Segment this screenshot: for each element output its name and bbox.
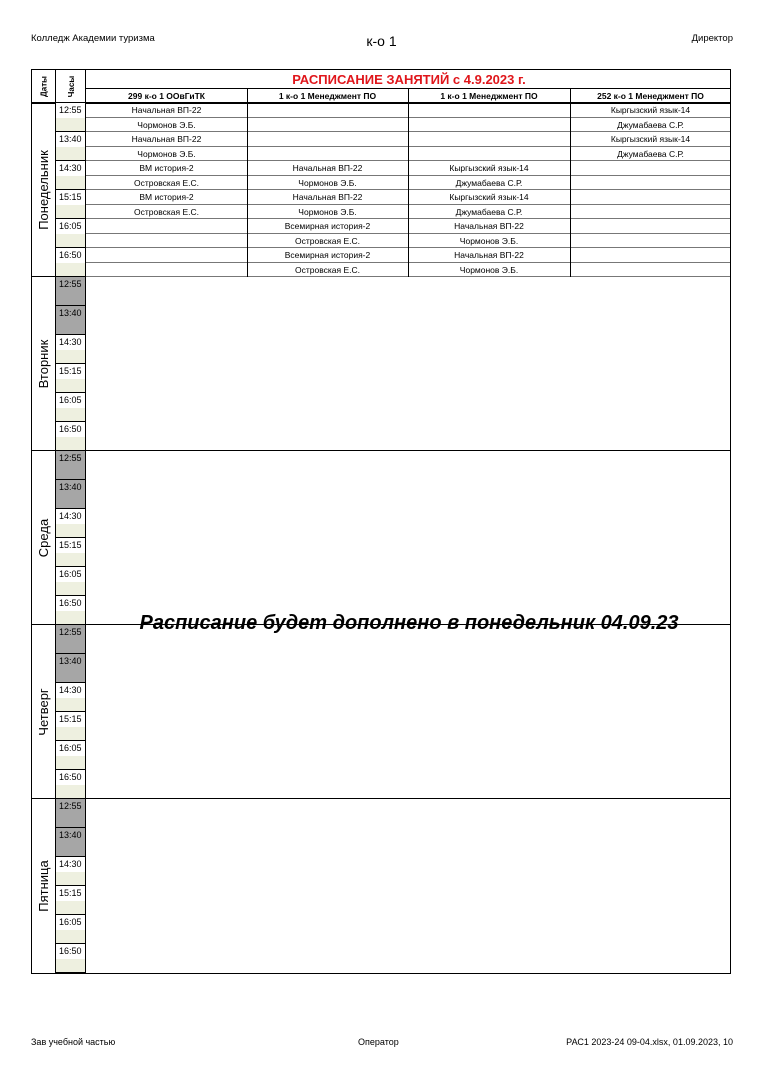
time-slot-lower bbox=[56, 495, 86, 510]
time-slot: 14:30 bbox=[56, 335, 86, 350]
time-slot: 15:15 bbox=[56, 364, 86, 379]
operator-label: Оператор bbox=[358, 1037, 399, 1047]
time-slot-lower bbox=[56, 553, 86, 568]
time-slot-lower bbox=[56, 727, 86, 742]
group-column-divider bbox=[247, 88, 248, 277]
lesson-cell: Всемирная история-2 bbox=[284, 250, 371, 260]
file-info: РАС1 2023-24 09-04.xlsx, 01.09.2023, 10 bbox=[566, 1037, 733, 1047]
group-column-divider bbox=[570, 88, 571, 277]
time-slot: 12:55 bbox=[56, 103, 86, 118]
lesson-cell bbox=[408, 118, 570, 132]
time-slot-lower bbox=[56, 524, 86, 539]
lesson-cell: Чормонов Э.Б. bbox=[459, 235, 519, 246]
lesson-cell: Джумабаева С.Р. bbox=[617, 119, 684, 130]
time-slot-lower bbox=[56, 872, 86, 887]
time-slot: 15:15 bbox=[56, 190, 86, 205]
time-slot-lower bbox=[56, 756, 86, 771]
lesson-cell bbox=[570, 219, 731, 233]
lesson-cell: Джумабаева С.Р. bbox=[617, 148, 684, 159]
lesson-cell bbox=[408, 132, 570, 146]
time-slot: 16:05 bbox=[56, 567, 86, 582]
lesson-cell bbox=[247, 118, 408, 132]
lesson-cell bbox=[570, 176, 731, 190]
lesson-cell: Всемирная история-2 bbox=[284, 221, 371, 231]
time-slot: 15:15 bbox=[56, 538, 86, 553]
day-label: Пятница bbox=[36, 860, 51, 912]
lesson-cell: ВМ история-2 bbox=[139, 163, 194, 173]
lesson-cell: Кыргызский язык-14 bbox=[449, 192, 529, 202]
time-slot: 14:30 bbox=[56, 509, 86, 524]
time-slot-lower bbox=[56, 292, 86, 307]
time-slot-lower bbox=[56, 901, 86, 916]
lesson-cell: Островская Е.С. bbox=[133, 177, 199, 188]
time-slot-divider bbox=[56, 972, 86, 973]
lesson-cell bbox=[247, 147, 408, 161]
time-slot: 12:55 bbox=[56, 799, 86, 814]
lesson-cell: ВМ история-2 bbox=[139, 192, 194, 202]
time-slot-lower bbox=[56, 205, 86, 220]
lesson-cell: Кыргызский язык-14 bbox=[610, 134, 691, 144]
time-slot-lower bbox=[56, 640, 86, 655]
time-slot-lower bbox=[56, 814, 86, 829]
day-label: Четверг bbox=[36, 688, 51, 736]
lesson-cell: Кыргызский язык-14 bbox=[449, 163, 529, 173]
lesson-cell bbox=[247, 132, 408, 146]
time-slot: 13:40 bbox=[56, 480, 86, 495]
lesson-cell bbox=[408, 103, 570, 117]
lesson-cell: Островская Е.С. bbox=[294, 235, 360, 246]
time-slot-lower bbox=[56, 176, 86, 191]
time-slot: 15:15 bbox=[56, 886, 86, 901]
time-slot-lower bbox=[56, 669, 86, 684]
lesson-cell bbox=[408, 147, 570, 161]
time-slot: 16:50 bbox=[56, 248, 86, 263]
time-slot: 16:50 bbox=[56, 944, 86, 959]
lesson-cell: Чормонов Э.Б. bbox=[298, 206, 357, 217]
time-slot-lower bbox=[56, 466, 86, 481]
lesson-cell bbox=[570, 190, 731, 204]
lesson-cell: Начальная ВП-22 bbox=[131, 105, 202, 115]
deputy-label: Зав учебной частью bbox=[31, 1037, 116, 1047]
hours-column-header: Часы bbox=[67, 75, 76, 98]
lesson-cell bbox=[247, 103, 408, 117]
group-header-3: 1 к-о 1 Менеджмент ПО bbox=[440, 91, 538, 101]
time-slot: 12:55 bbox=[56, 277, 86, 292]
lesson-cell: Начальная ВП-22 bbox=[292, 192, 363, 202]
time-slot: 16:05 bbox=[56, 219, 86, 234]
day-divider bbox=[32, 798, 730, 799]
time-slot: 16:50 bbox=[56, 770, 86, 785]
time-slot-lower bbox=[56, 698, 86, 713]
lesson-cell: Чормонов Э.Б. bbox=[459, 264, 519, 275]
lesson-cell: Джумабаева С.Р. bbox=[455, 206, 523, 217]
lesson-cell: Островская Е.С. bbox=[294, 264, 360, 275]
lesson-cell: Чормонов Э.Б. bbox=[137, 148, 196, 159]
time-slot-lower bbox=[56, 263, 86, 278]
time-slot: 14:30 bbox=[56, 161, 86, 176]
time-slot-lower bbox=[56, 785, 86, 800]
day-divider bbox=[32, 450, 730, 451]
lesson-cell: Кыргызский язык-14 bbox=[610, 105, 691, 115]
group-header-4: 252 к-о 1 Менеджмент ПО bbox=[597, 91, 704, 101]
time-slot-lower bbox=[56, 379, 86, 394]
lesson-cell: Островская Е.С. bbox=[133, 206, 199, 217]
lesson-cell: Чормонов Э.Б. bbox=[137, 119, 196, 130]
schedule-title: РАСПИСАНИЕ ЗАНЯТИЙ с 4.9.2023 г. bbox=[292, 72, 526, 87]
lesson-cell bbox=[86, 248, 247, 262]
time-slot: 16:05 bbox=[56, 741, 86, 756]
lesson-cell bbox=[570, 248, 731, 262]
lesson-cell bbox=[86, 263, 247, 277]
time-slot-lower bbox=[56, 408, 86, 423]
time-slot-lower bbox=[56, 930, 86, 945]
day-label: Понедельник bbox=[36, 150, 51, 230]
time-slot: 16:50 bbox=[56, 596, 86, 611]
lesson-cell: Начальная ВП-22 bbox=[454, 221, 524, 231]
time-slot-lower bbox=[56, 843, 86, 858]
time-slot-lower bbox=[56, 959, 86, 974]
time-slot: 13:40 bbox=[56, 132, 86, 147]
schedule-notice: Расписание будет дополнено в понедельник 04.09.23 bbox=[139, 612, 679, 634]
group-header-1: 299 к-о 1 ООвГиТК bbox=[128, 91, 205, 101]
lesson-cell bbox=[570, 263, 731, 277]
time-slot-lower bbox=[56, 234, 86, 249]
time-slot-lower bbox=[56, 437, 86, 452]
time-slot-lower bbox=[56, 147, 86, 162]
time-slot: 14:30 bbox=[56, 857, 86, 872]
lesson-cell bbox=[570, 205, 731, 219]
lesson-cell: Начальная ВП-22 bbox=[454, 250, 524, 260]
lesson-cell bbox=[570, 161, 731, 175]
director-label: Директор bbox=[691, 33, 733, 44]
hours-column-divider bbox=[85, 70, 86, 973]
time-slot: 13:40 bbox=[56, 828, 86, 843]
day-label: Вторник bbox=[36, 339, 51, 389]
time-slot-lower bbox=[56, 611, 86, 626]
lesson-cell bbox=[86, 219, 247, 233]
time-slot-lower bbox=[56, 321, 86, 336]
dates-column-header: Даты bbox=[39, 76, 49, 97]
lesson-cell: Начальная ВП-22 bbox=[131, 134, 202, 144]
time-slot-lower bbox=[56, 350, 86, 365]
lesson-cell: Джумабаева С.Р. bbox=[455, 177, 523, 188]
lesson-cell: Чормонов Э.Б. bbox=[298, 177, 357, 188]
group-column-divider bbox=[408, 88, 409, 277]
group-header-2: 1 к-о 1 Менеджмент ПО bbox=[278, 91, 377, 101]
lesson-cell bbox=[86, 234, 247, 248]
college-name: Колледж Академии туризма bbox=[31, 33, 155, 44]
time-slot: 13:40 bbox=[56, 306, 86, 321]
day-label: Среда bbox=[36, 518, 51, 558]
time-slot-lower bbox=[56, 582, 86, 597]
page-title: к-о 1 bbox=[366, 33, 397, 49]
time-slot: 14:30 bbox=[56, 683, 86, 698]
time-slot: 13:40 bbox=[56, 654, 86, 669]
time-slot: 16:05 bbox=[56, 393, 86, 408]
time-slot-lower bbox=[56, 118, 86, 133]
time-slot: 16:05 bbox=[56, 915, 86, 930]
time-slot: 12:55 bbox=[56, 625, 86, 640]
dates-column-divider bbox=[55, 70, 56, 973]
lesson-cell bbox=[570, 234, 731, 248]
time-slot: 12:55 bbox=[56, 451, 86, 466]
schedule-table bbox=[31, 69, 731, 974]
time-slot: 16:50 bbox=[56, 422, 86, 437]
lesson-cell: Начальная ВП-22 bbox=[292, 163, 363, 173]
time-slot: 15:15 bbox=[56, 712, 86, 727]
